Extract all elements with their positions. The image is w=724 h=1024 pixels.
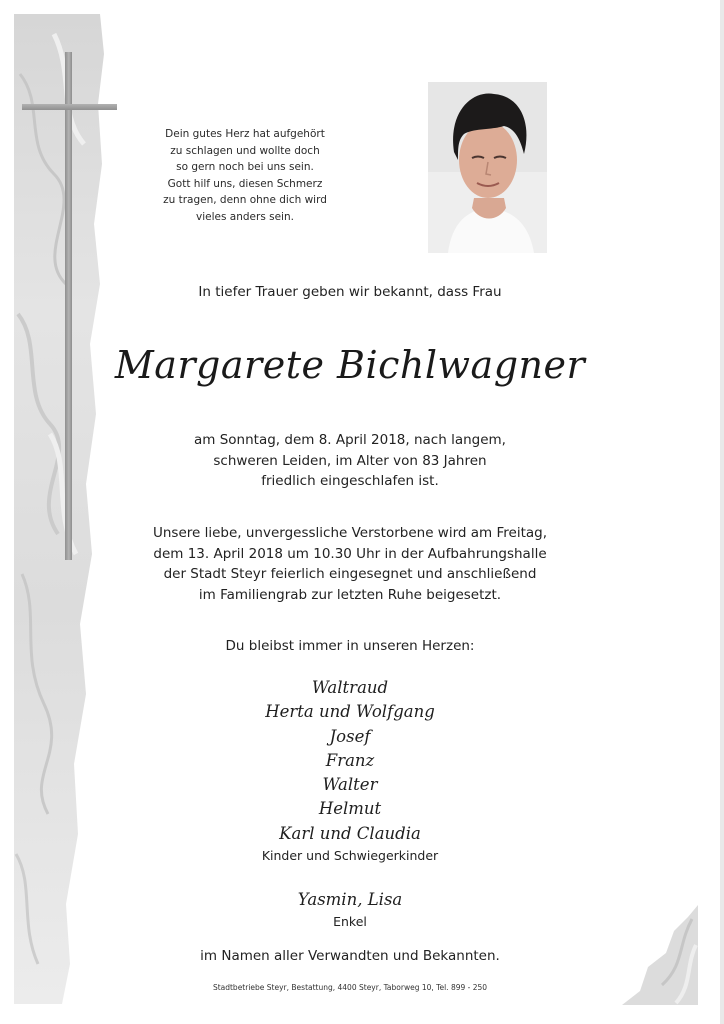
announcement-line: In tiefer Trauer geben wir bekannt, dass Frau xyxy=(198,284,502,300)
marble-border-decoration xyxy=(14,14,114,1004)
poem-line: vieles anders sein. xyxy=(196,210,294,223)
mourner-name: Franz xyxy=(325,750,375,770)
funeral-notice-line: im Familiengrab zur letzten Ruhe beigesetzt. xyxy=(198,586,502,603)
funeral-notice-line: Unsere liebe, unvergessliche Verstorbene wird am Freitag, xyxy=(152,525,548,541)
memorial-poem xyxy=(140,126,350,226)
signoff-line: im Namen aller Verwandten und Bekannten. xyxy=(200,948,500,964)
poem-line: Gott hilf uns, diesen Schmerz xyxy=(167,177,323,190)
funeral-home-footer: Stadtbetriebe Steyr, Bestattung, 4400 Steyr, Taborweg 10, Tel. 899 - 250 xyxy=(212,983,488,992)
mourner-name: Helmut xyxy=(318,799,382,819)
mourner-name: Waltraud xyxy=(311,678,389,697)
poem-line: zu schlagen und wollte doch xyxy=(170,144,320,157)
poem-line: so gern noch bei uns sein. xyxy=(176,161,314,174)
mourner-name: Karl und Claudia xyxy=(279,823,421,843)
death-notice-line: am Sonntag, dem 8. April 2018, nach langem, xyxy=(194,432,506,448)
funeral-notice xyxy=(100,523,600,605)
mourner-name: Herta und Wolfgang xyxy=(265,702,435,722)
marble-corner-decoration xyxy=(622,905,698,1005)
mourner-name: Walter xyxy=(322,775,378,795)
funeral-notice-line: dem 13. April 2018 um 10.30 Uhr in der Aufbahrungshalle xyxy=(153,545,547,562)
poem-line: zu tragen, denn ohne dich wird xyxy=(163,194,327,207)
deceased-name: Margarete Bichlwagner xyxy=(114,343,586,387)
children-relation-label: Kinder und Schwiegerkinder xyxy=(261,848,439,864)
grandchildren-relation-label: Enkel xyxy=(333,914,367,929)
cross-horizontal-beam xyxy=(22,104,117,110)
grandchildren-names: Yasmin, Lisa xyxy=(297,890,403,909)
mourners-children xyxy=(100,676,600,866)
hearts-line: Du bleibst immer in unseren Herzen: xyxy=(225,638,475,654)
funeral-notice-line: der Stadt Steyr feierlich eingesegnet und anschließend xyxy=(163,566,537,582)
death-notice-line: schweren Leiden, im Alter von 83 Jahren xyxy=(213,452,487,469)
portrait-photo xyxy=(428,82,547,253)
mourner-name: Josef xyxy=(329,726,371,746)
mourners-grandchildren xyxy=(100,888,600,932)
cross-vertical-beam xyxy=(65,52,72,560)
poem-line: Dein gutes Herz hat aufgehört xyxy=(165,128,325,140)
death-notice-line: friedlich eingeschlafen ist. xyxy=(261,473,439,489)
death-notice xyxy=(100,430,600,492)
